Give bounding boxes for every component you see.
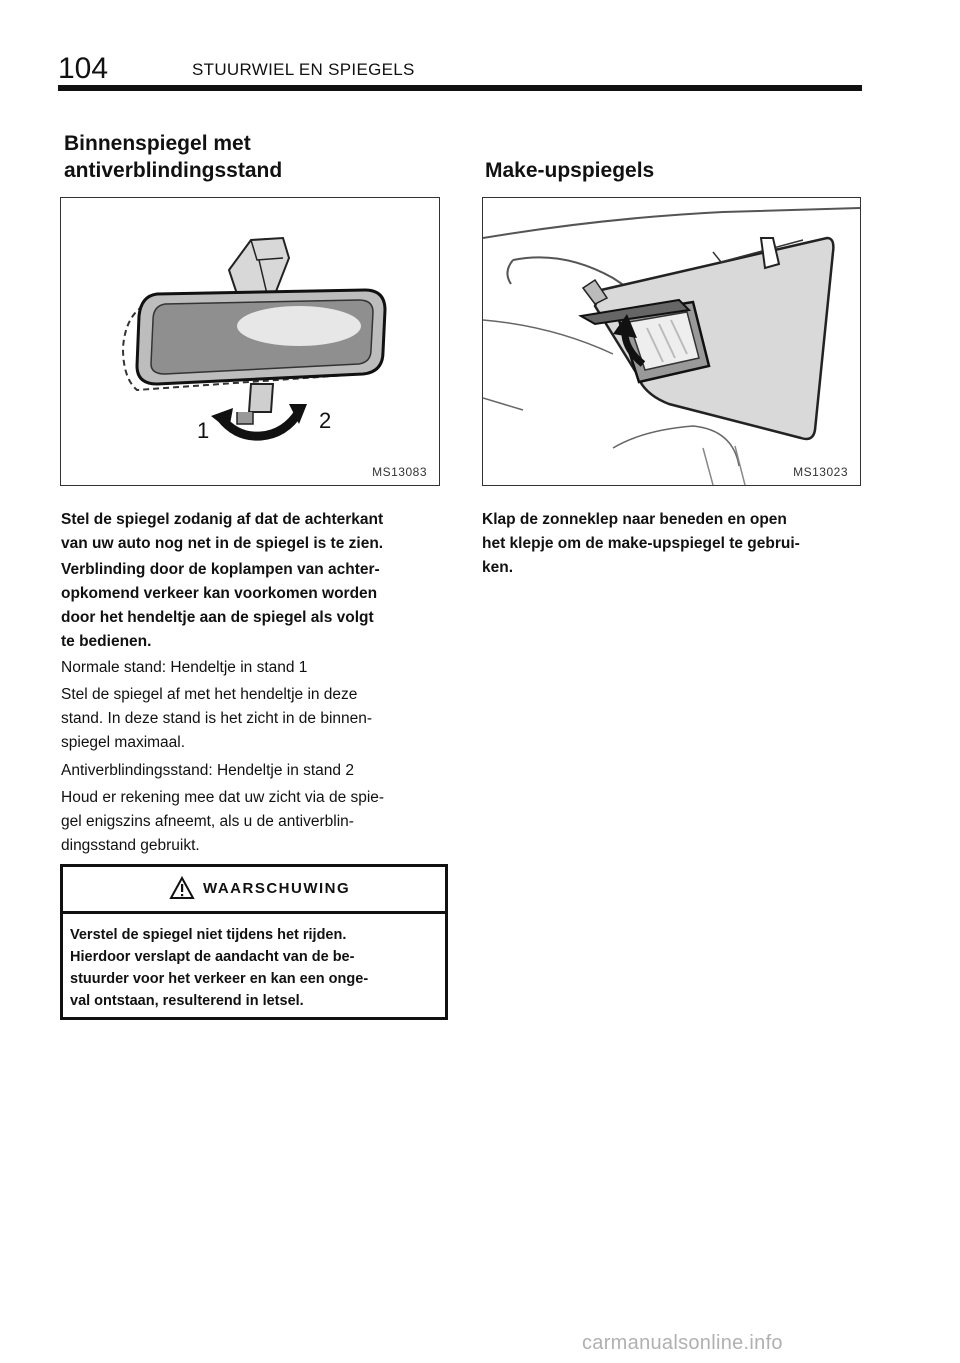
figure-vanity-mirror — [482, 197, 861, 486]
figure-rearview-mirror — [60, 197, 440, 486]
paragraph-normal-position — [61, 656, 446, 680]
paragraph-antiglare-position — [61, 759, 446, 783]
text-line: val ontstaan, resulterend in letsel. — [70, 993, 304, 1009]
warning-box — [60, 864, 448, 1020]
text-line: Verblinding door de koplampen van achter- — [61, 561, 380, 578]
text-line: Hierdoor verslapt de aandacht van de be- — [70, 949, 355, 965]
text-line: ken. — [482, 559, 514, 576]
paragraph-adjust-mirror — [61, 508, 446, 556]
text-line: te bedienen. — [61, 633, 152, 650]
text-line: Stel de spiegel af met het hendeltje in deze — [61, 686, 358, 703]
text-line: stand. In deze stand is het zicht in de binnen- — [61, 710, 373, 727]
text-line: het klepje om de make-upspiegel te gebrui- — [482, 535, 800, 552]
position-label-2: 2 — [319, 408, 332, 433]
rearview-mirror-illustration — [61, 198, 439, 485]
text-line: Normale stand: Hendeltje in stand 1 — [61, 659, 308, 676]
running-title: STUURWIEL EN SPIEGELS — [192, 60, 415, 79]
footer-watermark: carmanualsonline.info — [582, 1332, 783, 1354]
section-heading-rearview-mirror — [64, 130, 394, 184]
paragraph-normal-description — [61, 683, 446, 755]
heading-line-1: Binnenspiegel met — [64, 132, 251, 155]
warning-header — [63, 867, 445, 914]
text-line: door het hendeltje aan de spiegel als volgt — [61, 609, 374, 626]
text-line: Klap de zonneklep naar beneden en open — [482, 511, 787, 528]
page-number: 104 — [58, 52, 109, 85]
text-line: Verstel de spiegel niet tijdens het rijden. — [70, 927, 347, 943]
text-line: gel enigszins afneemt, als u de antiverblin- — [61, 813, 354, 830]
text-line: van uw auto nog net in de spiegel is te zien. — [61, 535, 384, 552]
position-label-1: 1 — [197, 418, 210, 443]
paragraph-glare-prevention — [61, 558, 446, 654]
vanity-mirror-illustration — [483, 198, 860, 485]
text-line: dingsstand gebruikt. — [61, 837, 200, 854]
warning-title: WAARSCHUWING — [203, 880, 351, 897]
text-line: spiegel maximaal. — [61, 734, 186, 751]
text-line: Antiverblindingsstand: Hendeltje in stand 2 — [61, 762, 354, 779]
text-line: opkomend verkeer kan voorkomen worden — [61, 585, 378, 602]
section-heading-vanity-mirrors: Make-upspiegels — [485, 159, 655, 182]
text-line: Stel de spiegel zodanig af dat de achterkant — [61, 511, 384, 528]
header-rule — [58, 85, 862, 91]
warning-triangle-icon — [169, 876, 195, 900]
text-line: Houd er rekening mee dat uw zicht via de spie- — [61, 789, 385, 806]
warning-text — [70, 924, 440, 1012]
figure-code: MS13023 — [793, 465, 848, 479]
figure-code: MS13083 — [372, 465, 427, 479]
paragraph-vanity-instructions — [482, 508, 872, 580]
text-line: stuurder voor het verkeer en kan een onge- — [70, 971, 369, 987]
heading-line-2: antiverblindingsstand — [64, 159, 283, 182]
paragraph-antiglare-note — [61, 786, 446, 858]
